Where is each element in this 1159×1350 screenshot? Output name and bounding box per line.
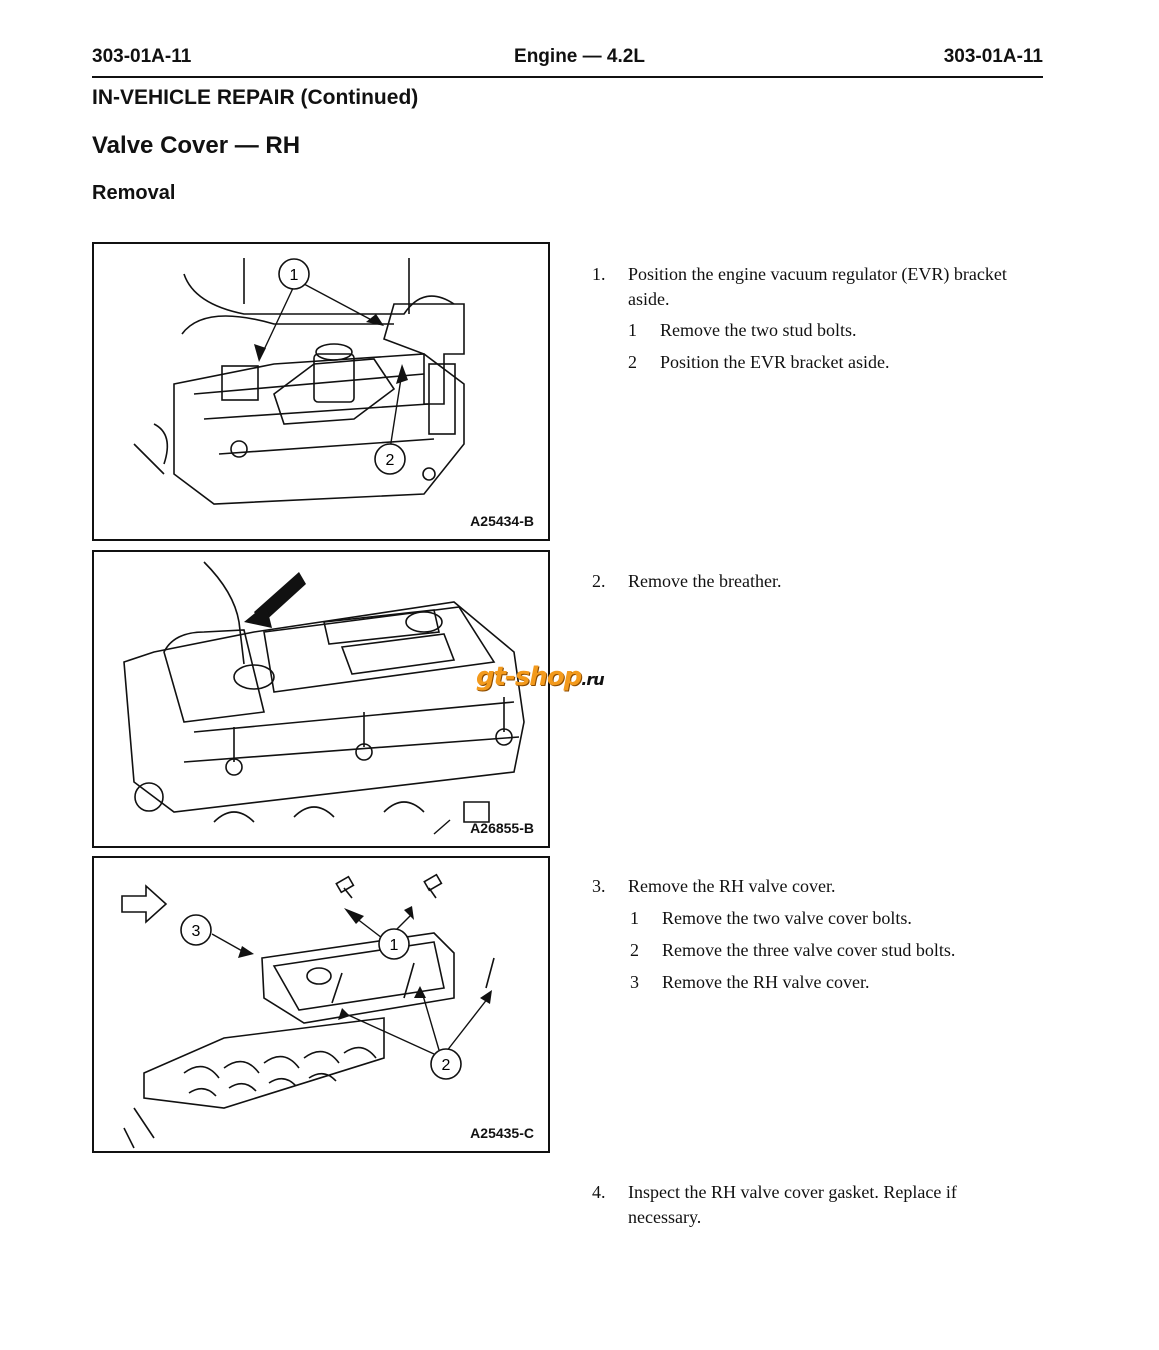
section-heading: IN-VEHICLE REPAIR (Continued) bbox=[92, 86, 419, 109]
step-1 bbox=[592, 262, 1032, 312]
figure-id: A26855-B bbox=[470, 820, 534, 836]
step-text: Inspect the RH valve cover gasket. Replace if necessary. bbox=[628, 1182, 957, 1227]
svg-text:2: 2 bbox=[385, 452, 395, 469]
substep-1-2: 2 Position the EVR bracket aside. bbox=[628, 352, 890, 372]
step-3 bbox=[592, 874, 1032, 899]
page-code-right: 303-01A-11 bbox=[943, 46, 1043, 67]
breather-illustration bbox=[94, 552, 548, 846]
step-number: 1. bbox=[592, 264, 606, 284]
step-2 bbox=[592, 569, 1032, 594]
substep-3-3: 3 Remove the RH valve cover. bbox=[630, 972, 870, 992]
svg-text:1: 1 bbox=[289, 267, 299, 284]
figure-id: A25434-B bbox=[470, 513, 534, 529]
callout-1 bbox=[379, 929, 409, 959]
figure-valve-cover bbox=[92, 856, 550, 1153]
svg-text:2: 2 bbox=[441, 1057, 451, 1074]
substep-3-2: 2 Remove the three valve cover stud bolts. bbox=[630, 940, 956, 960]
step-4 bbox=[592, 1180, 1032, 1230]
callout-2 bbox=[375, 444, 405, 474]
page-code-left: 303-01A-11 bbox=[92, 46, 192, 67]
page-header-title: Engine — 4.2L bbox=[514, 46, 645, 67]
step-text: Remove the RH valve cover. bbox=[628, 876, 836, 896]
figure-evr-bracket bbox=[92, 242, 550, 541]
substep-1-1: 1 Remove the two stud bolts. bbox=[628, 320, 857, 340]
evr-bracket-illustration bbox=[94, 244, 548, 539]
figure-breather bbox=[92, 550, 550, 848]
callout-2 bbox=[431, 1049, 461, 1079]
svg-text:3: 3 bbox=[191, 923, 201, 940]
header-rule bbox=[92, 76, 1043, 78]
substep-3-1: 1 Remove the two valve cover bolts. bbox=[630, 908, 912, 928]
figure-id: A25435-C bbox=[470, 1125, 534, 1141]
procedure-subtitle: Removal bbox=[92, 182, 176, 204]
step-text: Remove the breather. bbox=[628, 571, 782, 591]
valve-cover-illustration bbox=[94, 858, 548, 1151]
page-title: Valve Cover — RH bbox=[92, 132, 301, 159]
step-number: 2. bbox=[592, 571, 606, 591]
direction-arrow-icon bbox=[122, 886, 166, 922]
callout-1 bbox=[279, 259, 309, 289]
svg-text:1: 1 bbox=[389, 937, 399, 954]
step-text: Position the engine vacuum regulator (EVR) bracket aside. bbox=[628, 264, 1007, 309]
callout-3 bbox=[181, 915, 211, 945]
watermark-logo: gt-shop.ru bbox=[476, 662, 604, 692]
step-number: 3. bbox=[592, 876, 606, 896]
step-number: 4. bbox=[592, 1182, 606, 1202]
